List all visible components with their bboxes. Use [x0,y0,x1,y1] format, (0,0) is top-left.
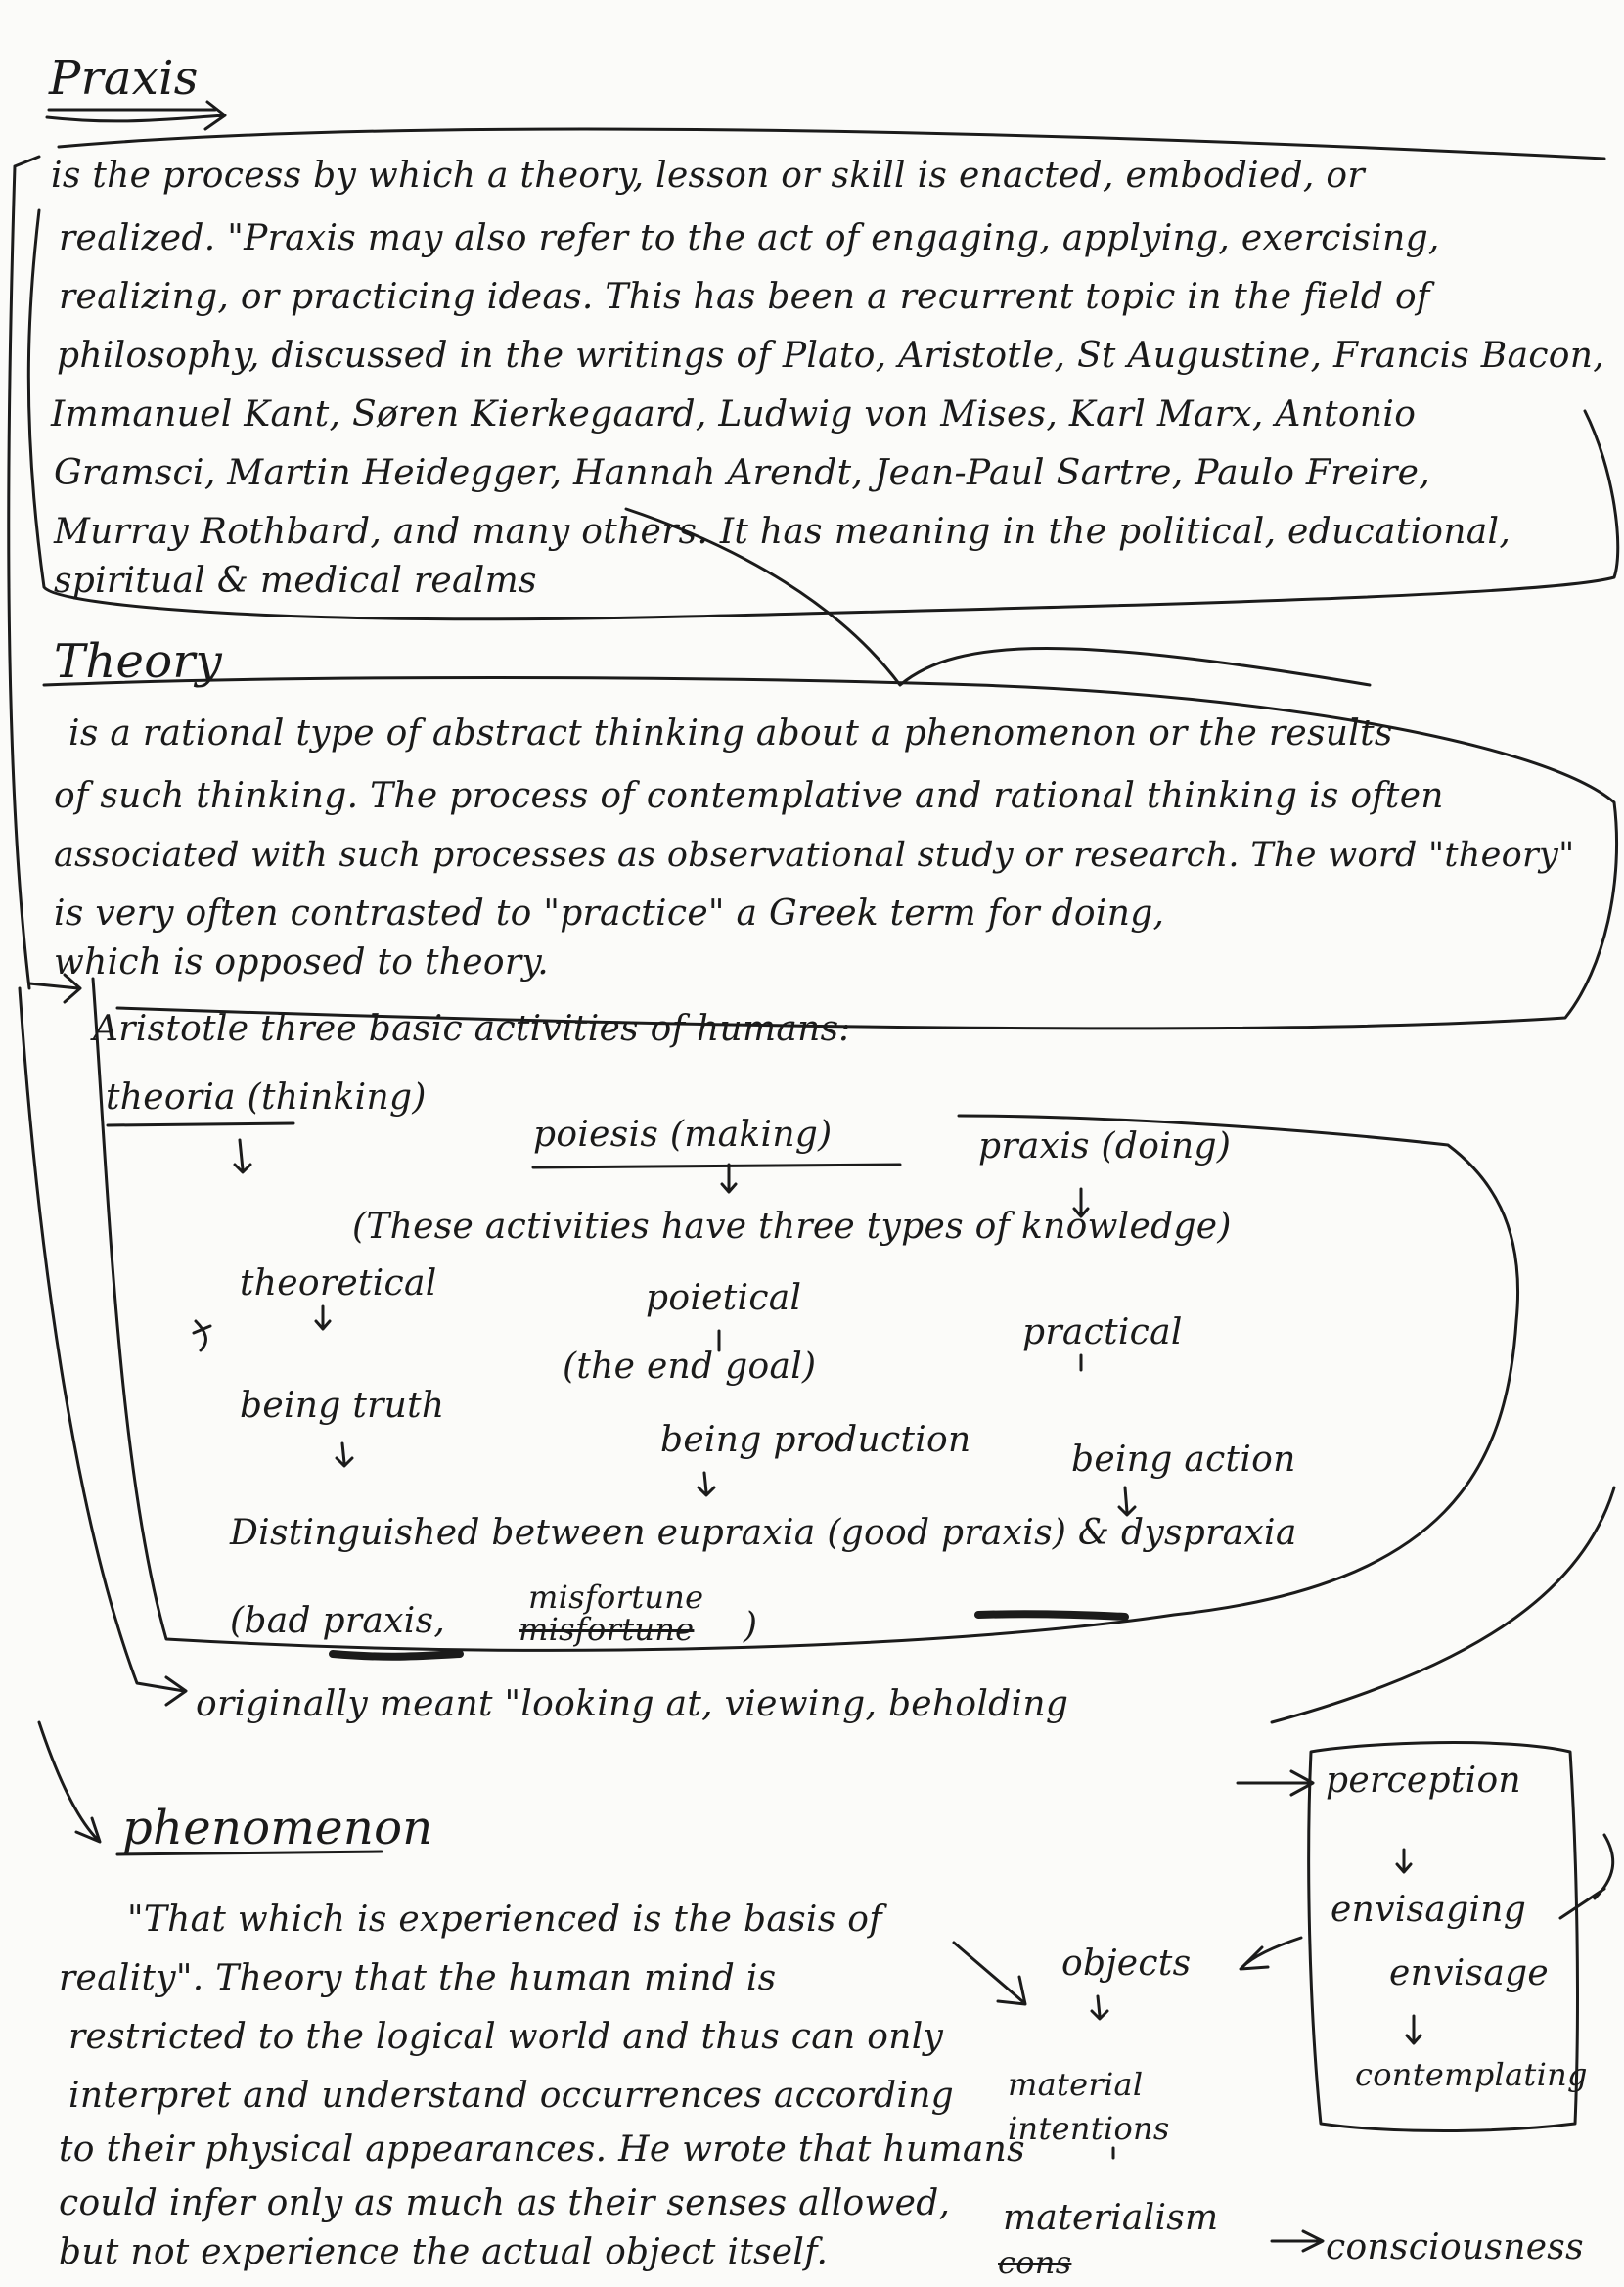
praxis-scribble [978,1614,1125,1617]
poietical-note: (the end goal) [563,1347,817,1387]
praxis-line: philosophy, discussed in the writings of Plato, Aristotle, St Augustine, Francis Bacon, [57,336,1604,376]
margin-mark [194,1321,210,1350]
end-production: being production [660,1420,971,1460]
phenomenon-line: to their physical appearances. He wrote that humans [59,2129,1025,2170]
praxis-heading-arrow [47,102,225,129]
originally-meaning: originally meant "looking at, viewing, beholding [196,1684,1069,1724]
poiesis-underline [533,1165,900,1167]
theory-line: of such thinking. The process of contemplative and rational thinking is often [54,776,1444,816]
bad-praxis-scribble [333,1654,460,1657]
arrow-to-objects [954,1943,1025,2004]
end-truth: being truth [240,1386,445,1426]
close-paren: ) [744,1606,758,1646]
type-poietical: poietical [646,1278,802,1318]
objects-word: objects [1061,1944,1192,1984]
phenomenon-line: but not experience the actual object itself. [59,2232,829,2272]
phenomenon-line: "That which is experienced is the basis of [127,1899,882,1940]
praxis-line: is the process by which a theory, lesson or skill is enacted, embodied, or [51,156,1365,196]
arrow-box-to-objects [1241,1938,1301,1969]
praxis-line: Gramsci, Martin Heidegger, Hannah Arendt, Jean-Paul Sartre, Paulo Freire, [54,453,1430,493]
eupraxia-distinction: Distinguished between eupraxia (good praxis) & dyspraxia [230,1513,1297,1553]
praxis-line: realized. "Praxis may also refer to the act of engaging, applying, exercising, [59,218,1440,258]
activity-poiesis: poiesis (making) [533,1115,833,1155]
praxis-line: Immanuel Kant, Søren Kierkegaard, Ludwig von Mises, Karl Marx, Antonio [51,394,1417,435]
struck-word: cons [998,2244,1072,2281]
envisage-word: envisage [1389,1953,1550,1993]
phenomenon-heading: phenomenon [122,1801,433,1855]
arrow-to-consciousness [1272,2231,1323,2251]
theoria-underline [108,1123,293,1125]
theory-line: is very often contrasted to "practice" a Greek term for doing, [54,893,1165,934]
arrow-to-perception [1238,1771,1313,1795]
contemplating-word: contemplating [1355,2056,1588,2093]
phenomenon-line: restricted to the logical world and thus can only [68,2017,944,2057]
materialism-word: materialism [1003,2198,1219,2238]
perception-side-arrow [1560,1835,1613,1918]
phenomenon-line: reality". Theory that the human mind is [59,1958,777,1998]
praxis-heading: Praxis [49,51,199,106]
praxis-line: Murray Rothbard, and many others. It has meaning in the political, educational, [54,512,1511,552]
phenomenon-line: could infer only as much as their senses allowed, [59,2183,951,2223]
theory-line: associated with such processes as observational study or research. The word "theory" [54,836,1575,875]
arrow-to-phenomenon [39,1722,100,1842]
activity-theoria: theoria (thinking) [106,1077,427,1118]
phenomenon-line: interpret and understand occurrences according [68,2076,955,2116]
knowledge-note: (These activities have three types of knowledge) [352,1207,1232,1247]
right-sweep [1272,1487,1614,1722]
type-practical: practical [1022,1312,1183,1352]
intentions-word: intentions [1008,2110,1170,2147]
theory-line: is a rational type of abstract thinking about a phenomenon or the results [68,713,1393,754]
envisaging-word: envisaging [1331,1890,1527,1930]
consciousness-word: consciousness [1326,2227,1584,2267]
theory-line: which is opposed to theory. [54,942,549,983]
perception-word: perception [1326,1761,1521,1801]
theory-heading: Theory [54,634,223,689]
aristotle-intro: Aristotle three basic activities of humans: [93,1009,851,1049]
activity-praxis: praxis (doing) [978,1126,1232,1166]
type-theoretical: theoretical [240,1263,437,1304]
misfortune-word: misfortune [528,1578,704,1616]
dyspraxia-note: (bad praxis, [230,1601,446,1641]
praxis-line: realizing, or practicing ideas. This has been a recurrent topic in the field of [59,277,1430,317]
end-action: being action [1071,1440,1296,1480]
material-word: material [1008,2066,1144,2103]
misfortune-struck: misfortune [519,1611,695,1648]
praxis-line: spiritual & medical realms [54,561,537,601]
